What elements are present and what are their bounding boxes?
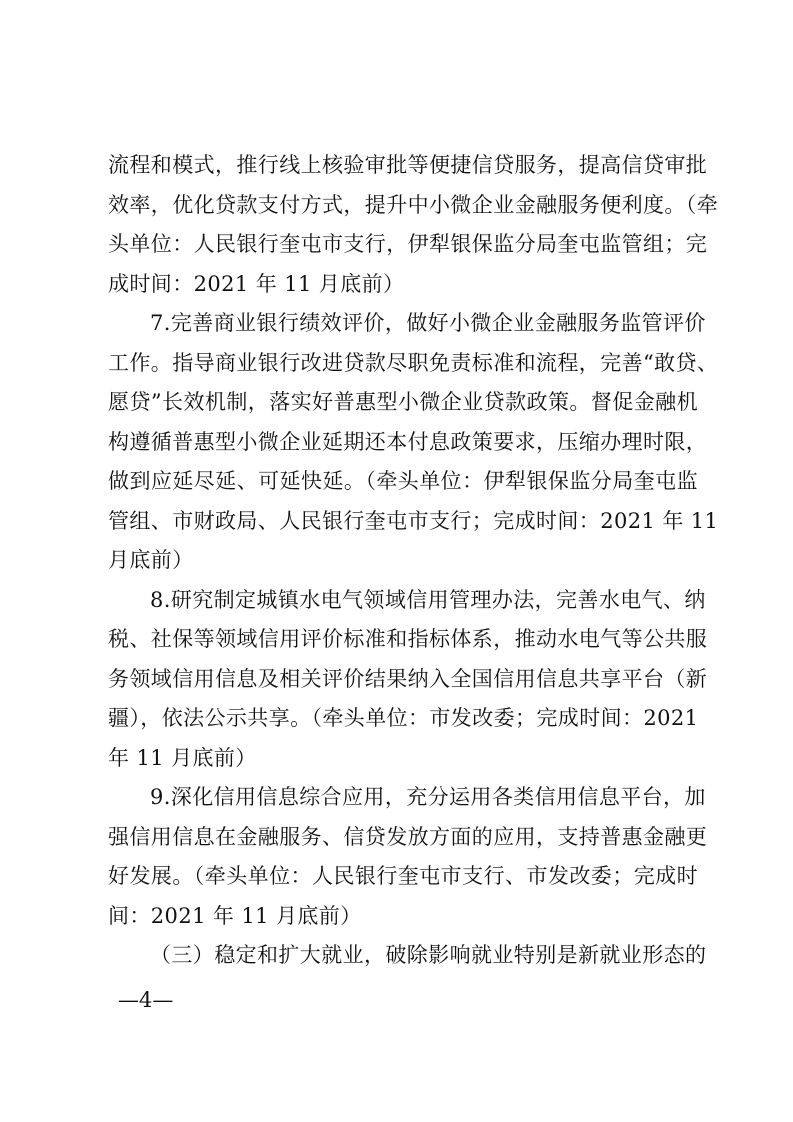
text-line: 头单位：人民银行奎屯市支行，伊犁银保监分局奎屯监管组；完 xyxy=(108,232,708,256)
text-line: 流程和模式，推行线上核验审批等便捷信贷服务，提高信贷审批 xyxy=(108,153,708,177)
text-line: 工作。指导商业银行改进贷款尽职免责标准和流程，完善“敢贷、 xyxy=(108,350,719,375)
text-line: 好发展。（牵头单位：人民银行奎屯市支行、市发改委；完成时 xyxy=(108,864,698,888)
document-body xyxy=(108,146,719,976)
section-3-heading-line: （三）稳定和扩大就业，破除影响就业特别是新就业形态的 xyxy=(150,943,707,967)
text-line: 强信用信息在金融服务、信贷发放方面的应用，支持普惠金融更 xyxy=(108,824,708,849)
item-9-heading-line: 9.深化信用信息综合应用，充分运用各类信用信息平台，加 xyxy=(150,785,706,809)
item-8-heading-line: 8.研究制定城镇水电气领域信用管理办法，完善水电气、纳 xyxy=(150,587,706,612)
page-number: —4— xyxy=(118,988,174,1012)
text-line: 务领域信用信息及相关评价结果纳入全国信用信息共享平台（新 xyxy=(108,666,708,691)
text-line: 管组、市财政局、人民银行奎屯市支行；完成时间：2021 年 11 xyxy=(108,508,719,533)
item-7-heading-line: 7.完善商业银行绩效评价，做好小微企业金融服务监管评价 xyxy=(150,311,706,335)
text-line: 效率，优化贷款支付方式，提升中小微企业金融服务便利度。（牵 xyxy=(108,192,719,217)
text-line: 成时间：2021 年 11 月底前） xyxy=(108,271,405,296)
text-line: 做到应延尽延、可延快延。（牵头单位：伊犁银保监分局奎屯监 xyxy=(108,469,698,493)
text-line: 间：2021 年 11 月底前） xyxy=(108,903,362,928)
text-line: 月底前） xyxy=(108,548,194,572)
text-line: 疆），依法公示共享。（牵头单位：市发改委；完成时间：2021 xyxy=(108,706,699,730)
text-line: 构遵循普惠型小微企业延期还本付息政策要求，压缩办理时限， xyxy=(108,429,708,454)
text-line: 愿贷”长效机制，落实好普惠型小微企业贷款政策。督促金融机 xyxy=(108,390,698,414)
text-line: 年 11 月底前） xyxy=(108,745,257,770)
text-line: 税、社保等领域信用评价标准和指标体系，推动水电气等公共服 xyxy=(108,627,708,651)
